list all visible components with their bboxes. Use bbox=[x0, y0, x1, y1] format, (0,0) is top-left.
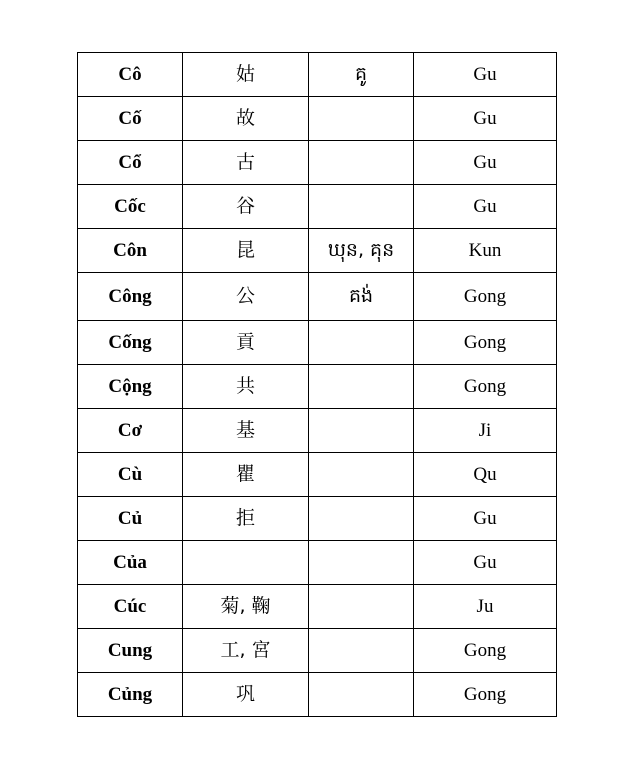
pinyin-cell: Gu bbox=[414, 141, 557, 185]
pinyin-cell: Gu bbox=[414, 185, 557, 229]
table-row bbox=[78, 53, 557, 97]
pinyin-cell: Qu bbox=[414, 453, 557, 497]
khmer-word-cell: គង់ bbox=[309, 273, 414, 321]
khmer-word-cell bbox=[309, 453, 414, 497]
vietnamese-word-cell: Cố bbox=[78, 97, 183, 141]
table-row bbox=[78, 185, 557, 229]
pinyin-cell: Gong bbox=[414, 273, 557, 321]
pinyin-cell: Gu bbox=[414, 53, 557, 97]
pinyin-cell: Ji bbox=[414, 409, 557, 453]
table-row bbox=[78, 673, 557, 717]
khmer-word-cell bbox=[309, 185, 414, 229]
vietnamese-word-cell: Cốc bbox=[78, 185, 183, 229]
table-row bbox=[78, 453, 557, 497]
table-row bbox=[78, 229, 557, 273]
chinese-character-cell: 昆 bbox=[183, 229, 309, 273]
table-row bbox=[78, 365, 557, 409]
vietnamese-word-cell: Công bbox=[78, 273, 183, 321]
chinese-character-cell: 菊, 鞠 bbox=[183, 585, 309, 629]
khmer-word-cell: ឃុន, គុន bbox=[309, 229, 414, 273]
vietnamese-word-cell: Cô bbox=[78, 53, 183, 97]
chinese-character-cell: 姑 bbox=[183, 53, 309, 97]
khmer-word-cell bbox=[309, 365, 414, 409]
table-row bbox=[78, 541, 557, 585]
pinyin-cell: Gong bbox=[414, 365, 557, 409]
vocabulary-table-body bbox=[78, 53, 557, 717]
khmer-word-cell bbox=[309, 629, 414, 673]
vietnamese-word-cell: Củ bbox=[78, 497, 183, 541]
pinyin-cell: Gu bbox=[414, 97, 557, 141]
vietnamese-word-cell: Cộng bbox=[78, 365, 183, 409]
vietnamese-word-cell: Cúc bbox=[78, 585, 183, 629]
khmer-word-cell: គូ bbox=[309, 53, 414, 97]
khmer-word-cell bbox=[309, 497, 414, 541]
table-row bbox=[78, 585, 557, 629]
pinyin-cell: Ju bbox=[414, 585, 557, 629]
khmer-word-cell bbox=[309, 673, 414, 717]
table-row bbox=[78, 409, 557, 453]
pinyin-cell: Gong bbox=[414, 629, 557, 673]
table-row bbox=[78, 629, 557, 673]
chinese-character-cell bbox=[183, 541, 309, 585]
pinyin-cell: Gu bbox=[414, 497, 557, 541]
table-row bbox=[78, 97, 557, 141]
vietnamese-word-cell: Cống bbox=[78, 321, 183, 365]
khmer-word-cell bbox=[309, 585, 414, 629]
table-row bbox=[78, 273, 557, 321]
chinese-character-cell: 谷 bbox=[183, 185, 309, 229]
khmer-word-cell bbox=[309, 321, 414, 365]
chinese-character-cell: 基 bbox=[183, 409, 309, 453]
pinyin-cell: Kun bbox=[414, 229, 557, 273]
chinese-character-cell: 古 bbox=[183, 141, 309, 185]
chinese-character-cell: 公 bbox=[183, 273, 309, 321]
vietnamese-word-cell: Củng bbox=[78, 673, 183, 717]
khmer-word-cell bbox=[309, 141, 414, 185]
vocabulary-table bbox=[77, 52, 557, 717]
vietnamese-word-cell: Cơ bbox=[78, 409, 183, 453]
table-row bbox=[78, 321, 557, 365]
chinese-character-cell: 巩 bbox=[183, 673, 309, 717]
vietnamese-word-cell: Cổ bbox=[78, 141, 183, 185]
vietnamese-word-cell: Côn bbox=[78, 229, 183, 273]
vietnamese-word-cell: Của bbox=[78, 541, 183, 585]
chinese-character-cell: 工, 宮 bbox=[183, 629, 309, 673]
pinyin-cell: Gu bbox=[414, 541, 557, 585]
vietnamese-word-cell: Cù bbox=[78, 453, 183, 497]
table-row bbox=[78, 497, 557, 541]
chinese-character-cell: 故 bbox=[183, 97, 309, 141]
pinyin-cell: Gong bbox=[414, 321, 557, 365]
table-row bbox=[78, 141, 557, 185]
chinese-character-cell: 拒 bbox=[183, 497, 309, 541]
khmer-word-cell bbox=[309, 409, 414, 453]
khmer-word-cell bbox=[309, 541, 414, 585]
khmer-word-cell bbox=[309, 97, 414, 141]
document-page bbox=[77, 52, 556, 717]
chinese-character-cell: 共 bbox=[183, 365, 309, 409]
chinese-character-cell: 瞿 bbox=[183, 453, 309, 497]
chinese-character-cell: 貢 bbox=[183, 321, 309, 365]
pinyin-cell: Gong bbox=[414, 673, 557, 717]
vietnamese-word-cell: Cung bbox=[78, 629, 183, 673]
